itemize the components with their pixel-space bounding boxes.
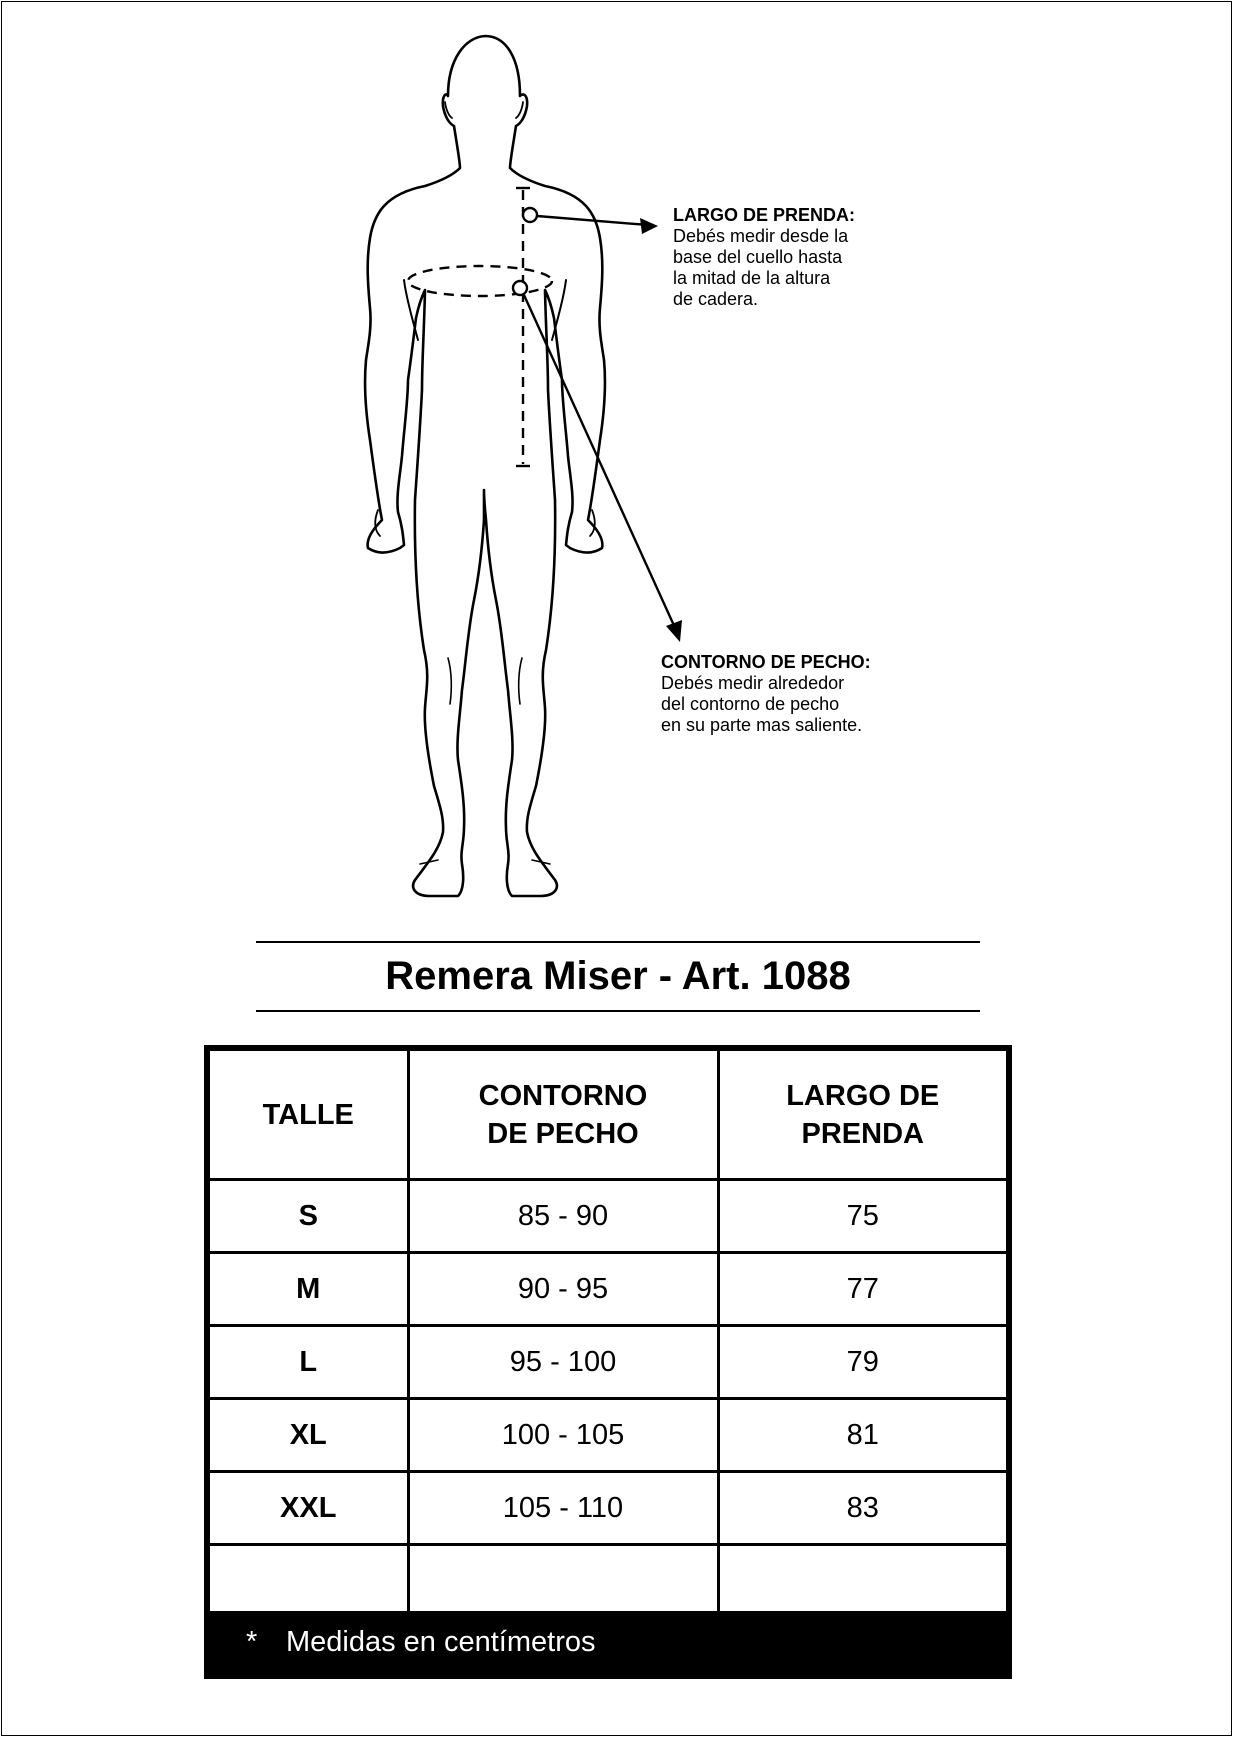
chest-marker-circle bbox=[513, 281, 527, 295]
annotation-contorno-line: Debés medir alrededor bbox=[661, 673, 845, 693]
title-rule-bottom bbox=[256, 1010, 980, 1012]
chest-dashed-ellipse bbox=[408, 266, 552, 296]
header-contorno bbox=[408, 1051, 718, 1180]
annotation-largo-line: de cadera. bbox=[673, 289, 759, 309]
annotation-contorno-line: del contorno de pecho bbox=[661, 694, 840, 714]
footnote-marker: * bbox=[246, 1626, 258, 1658]
annotation-contorno-heading: CONTORNO DE PECHO: bbox=[661, 652, 871, 672]
header-largo bbox=[718, 1051, 1006, 1180]
table-row bbox=[210, 1180, 1006, 1253]
header-contorno-line: CONTORNO bbox=[478, 1079, 648, 1112]
cell-talle: M bbox=[210, 1253, 408, 1326]
title-rule-top bbox=[256, 941, 980, 943]
table-row bbox=[210, 1472, 1006, 1545]
cell-contorno: 100 - 105 bbox=[408, 1399, 718, 1472]
cell-largo: 81 bbox=[718, 1399, 1006, 1472]
header-largo-line: LARGO DE bbox=[786, 1079, 940, 1112]
header-contorno-line: DE PECHO bbox=[487, 1117, 639, 1150]
annotation-largo bbox=[673, 205, 855, 310]
cell-contorno: 105 - 110 bbox=[408, 1472, 718, 1545]
annotation-largo-line: Debés medir desde la bbox=[673, 226, 849, 246]
annotation-largo-heading: LARGO DE PRENDA: bbox=[673, 205, 856, 225]
annotation-contorno-line: en su parte mas saliente. bbox=[661, 715, 863, 735]
cell-empty bbox=[718, 1545, 1006, 1616]
table-row bbox=[210, 1326, 1006, 1399]
cell-empty bbox=[210, 1545, 408, 1616]
cell-largo: 77 bbox=[718, 1253, 1006, 1326]
cell-talle: S bbox=[210, 1180, 408, 1253]
size-chart-table bbox=[204, 1045, 1012, 1679]
length-arrow-head bbox=[640, 218, 658, 234]
annotation-contorno bbox=[661, 652, 871, 736]
cell-talle: XXL bbox=[210, 1472, 408, 1545]
header-talle-line: TALLE bbox=[262, 1098, 354, 1131]
table-row bbox=[210, 1399, 1006, 1472]
cell-contorno: 85 - 90 bbox=[408, 1180, 718, 1253]
cell-largo: 83 bbox=[718, 1472, 1006, 1545]
footnote-text: Medidas en centímetros bbox=[286, 1626, 596, 1658]
table-row-empty bbox=[210, 1545, 1006, 1616]
page-title: Remera Miser - Art. 1088 bbox=[385, 954, 851, 998]
cell-largo: 75 bbox=[718, 1180, 1006, 1253]
table-row bbox=[210, 1253, 1006, 1326]
header-largo-line: PRENDA bbox=[801, 1117, 924, 1150]
head-outline bbox=[365, 36, 605, 896]
cell-talle: XL bbox=[210, 1399, 408, 1472]
cell-contorno: 90 - 95 bbox=[408, 1253, 718, 1326]
table-header-row bbox=[210, 1051, 1006, 1180]
cell-empty bbox=[408, 1545, 718, 1616]
header-talle bbox=[210, 1051, 408, 1180]
chest-arrow-head bbox=[666, 620, 682, 642]
length-marker-circle bbox=[523, 208, 537, 222]
cell-largo: 79 bbox=[718, 1326, 1006, 1399]
annotation-largo-line: base del cuello hasta bbox=[673, 247, 843, 267]
annotation-largo-line: la mitad de la altura bbox=[673, 268, 831, 288]
footnote-bar bbox=[210, 1611, 1006, 1673]
cell-contorno: 95 - 100 bbox=[408, 1326, 718, 1399]
cell-talle: L bbox=[210, 1326, 408, 1399]
